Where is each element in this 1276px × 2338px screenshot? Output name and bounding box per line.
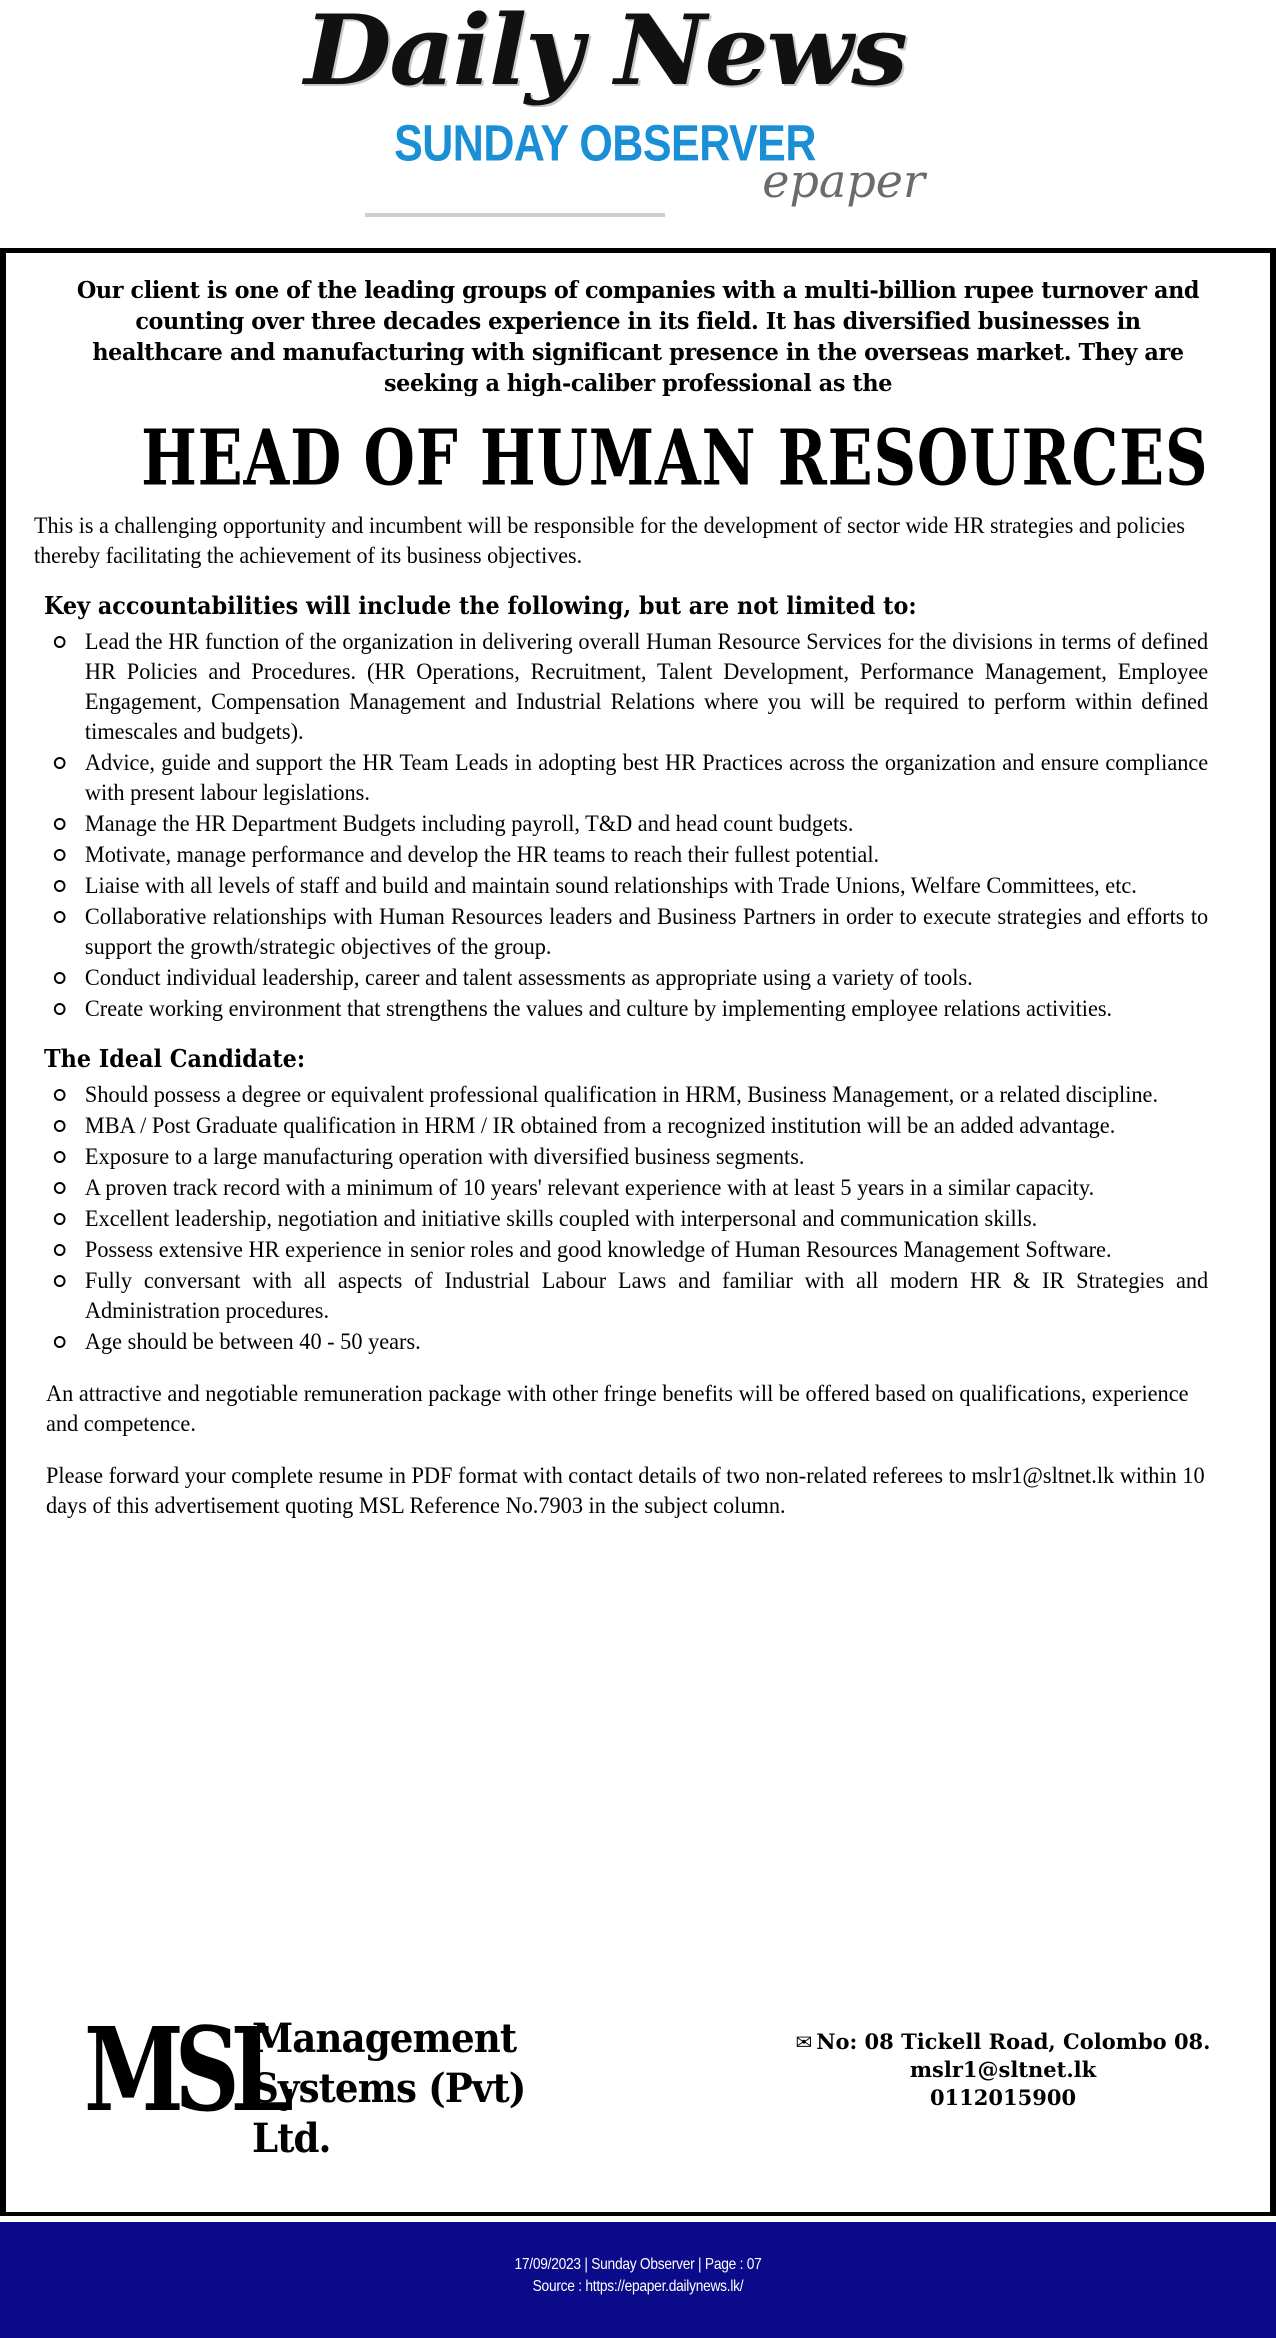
- list-item: [50, 1204, 1208, 1234]
- company-name-line2: Systems (Pvt) Ltd.: [252, 2065, 526, 2162]
- list-item: [50, 963, 1208, 993]
- msl-logo-mark: MSL: [84, 2002, 285, 2139]
- masthead-rule: [365, 213, 665, 217]
- source-bar-url: Source : https://epaper.dailynews.lk/: [532, 2278, 744, 2295]
- list-item-text: Possess extensive HR experience in senior roles and good knowledge of Human Resources Management Software.: [84, 1237, 1112, 1262]
- list-item: [50, 1266, 1208, 1326]
- intro-paragraph: Our client is one of the leading groups of companies with a multi-billion rupee turnover and counting over three decades experience in its field. It has diversified businesses in healthcare and manufacturing with significant presence in the overseas market. They are seeking a high-caliber professional as the: [76, 276, 1200, 397]
- remuneration-paragraph: An attractive and negotiable remuneration package with other fringe benefits will be offered based on qualifications, experience and competence.: [46, 1381, 1189, 1436]
- list-item: [50, 1173, 1208, 1203]
- accountabilities-list: [32, 627, 1244, 1024]
- bullet-ring-icon: [54, 1244, 66, 1256]
- company-footer: [6, 1996, 1270, 2206]
- candidate-list: [32, 1080, 1244, 1357]
- list-item-text: Conduct individual leadership, career and talent assessments as appropriate using a variety of tools.: [84, 965, 973, 990]
- list-item: [50, 1080, 1208, 1110]
- list-item: [50, 1327, 1208, 1357]
- list-item-text: Exposure to a large manufacturing operation with diversified business segments.: [84, 1144, 805, 1169]
- contact-details: [788, 2028, 1218, 2112]
- contact-email[interactable]: mslr1@sltnet.lk: [909, 2057, 1097, 2082]
- list-item: [50, 748, 1208, 808]
- list-item: [50, 1111, 1208, 1141]
- list-item: [50, 902, 1208, 962]
- company-name-line1: Management: [252, 2015, 517, 2062]
- edition-title: SUNDAY OBSERVER: [394, 115, 816, 173]
- list-item: [50, 627, 1208, 747]
- bullet-ring-icon: [54, 1182, 66, 1194]
- bullet-ring-icon: [54, 880, 66, 892]
- list-item-text: Advice, guide and support the HR Team Leads in adopting best HR Practices across the organization and ensure compliance with present labour legislations.: [84, 750, 1209, 805]
- masthead: [0, 0, 1276, 248]
- source-bar: [0, 2222, 1276, 2338]
- envelope-icon: ✉: [795, 2030, 813, 2054]
- candidate-heading: The Ideal Candidate:: [44, 1044, 306, 1073]
- source-bar-meta: 17/09/2023 | Sunday Observer | Page : 07: [514, 2256, 762, 2273]
- epaper-label: epaper: [762, 154, 925, 208]
- list-item: [50, 994, 1208, 1024]
- list-item-text: MBA / Post Graduate qualification in HRM / IR obtained from a recognized institution will be an added advantage.: [84, 1113, 1116, 1138]
- list-item-text: Lead the HR function of the organization in delivering overall Human Resource Services for the divisions in terms of defined HR Policies and Procedures. (HR Operations, Recruitment, Talent Development, Performance Management, Employee Engagement, Compensation Management and Industrial Relations where you will be required to perform within defined timescales and budgets).: [84, 629, 1209, 744]
- job-title: HEAD OF HUMAN RESOURCES: [141, 412, 1209, 503]
- company-name: [252, 2014, 533, 2164]
- bullet-ring-icon: [54, 1151, 66, 1163]
- bullet-ring-icon: [54, 818, 66, 830]
- advertisement-body: [0, 248, 1276, 2216]
- contact-phone[interactable]: 0112015900: [929, 2085, 1077, 2110]
- list-item: [50, 1142, 1208, 1172]
- list-item: [50, 840, 1208, 870]
- bullet-ring-icon: [54, 972, 66, 984]
- list-item: [50, 871, 1208, 901]
- bullet-ring-icon: [54, 1120, 66, 1132]
- masthead-logo: [255, 0, 955, 248]
- list-item-text: Should possess a degree or equivalent professional qualification in HRM, Business Management, or a related discipline.: [84, 1082, 1159, 1107]
- list-item-text: A proven track record with a minimum of 10 years' relevant experience with at least 5 years in a similar capacity.: [84, 1175, 1095, 1200]
- company-logo: [84, 2002, 554, 2162]
- apply-paragraph: Please forward your complete resume in PDF format with contact details of two non-related referees to mslr1@sltnet.lk within 10 days of this advertisement quoting MSL Reference No.7903 in the subject column.: [46, 1463, 1205, 1518]
- list-item-text: Create working environment that strengthens the values and culture by implementing employee relations activities.: [84, 996, 1113, 1021]
- bullet-ring-icon: [54, 849, 66, 861]
- lead-paragraph: This is a challenging opportunity and incumbent will be responsible for the development of sector wide HR strategies and policies thereby facilitating the achievement of its business objectives.: [34, 513, 1185, 568]
- list-item-text: Excellent leadership, negotiation and initiative skills coupled with interpersonal and communication skills.: [84, 1206, 1038, 1231]
- accountabilities-heading: Key accountabilities will include the following, but are not limited to:: [44, 591, 917, 620]
- contact-address-row: [788, 2028, 1218, 2056]
- bullet-ring-icon: [54, 636, 66, 648]
- bullet-ring-icon: [54, 1213, 66, 1225]
- list-item-text: Motivate, manage performance and develop the HR teams to reach their fullest potential.: [84, 842, 880, 867]
- bullet-ring-icon: [54, 1003, 66, 1015]
- bullet-ring-icon: [54, 911, 66, 923]
- publication-title: Daily News: [304, 0, 906, 107]
- list-item-text: Age should be between 40 - 50 years.: [84, 1329, 421, 1354]
- list-item-text: Fully conversant with all aspects of Industrial Labour Laws and familiar with all modern HR & IR Strategies and Administration procedures.: [84, 1268, 1209, 1323]
- list-item: [50, 809, 1208, 839]
- bullet-ring-icon: [54, 1336, 66, 1348]
- list-item-text: Liaise with all levels of staff and build and maintain sound relationships with Trade Unions, Welfare Committees, etc.: [84, 873, 1137, 898]
- bullet-ring-icon: [54, 757, 66, 769]
- bullet-ring-icon: [54, 1089, 66, 1101]
- contact-address: No: 08 Tickell Road, Colombo 08.: [816, 2029, 1211, 2054]
- bullet-ring-icon: [54, 1275, 66, 1287]
- list-item-text: Manage the HR Department Budgets including payroll, T&D and head count budgets.: [84, 811, 854, 836]
- list-item-text: Collaborative relationships with Human Resources leaders and Business Partners in order to execute strategies and efforts to support the growth/strategic objectives of the group.: [84, 904, 1209, 959]
- list-item: [50, 1235, 1208, 1265]
